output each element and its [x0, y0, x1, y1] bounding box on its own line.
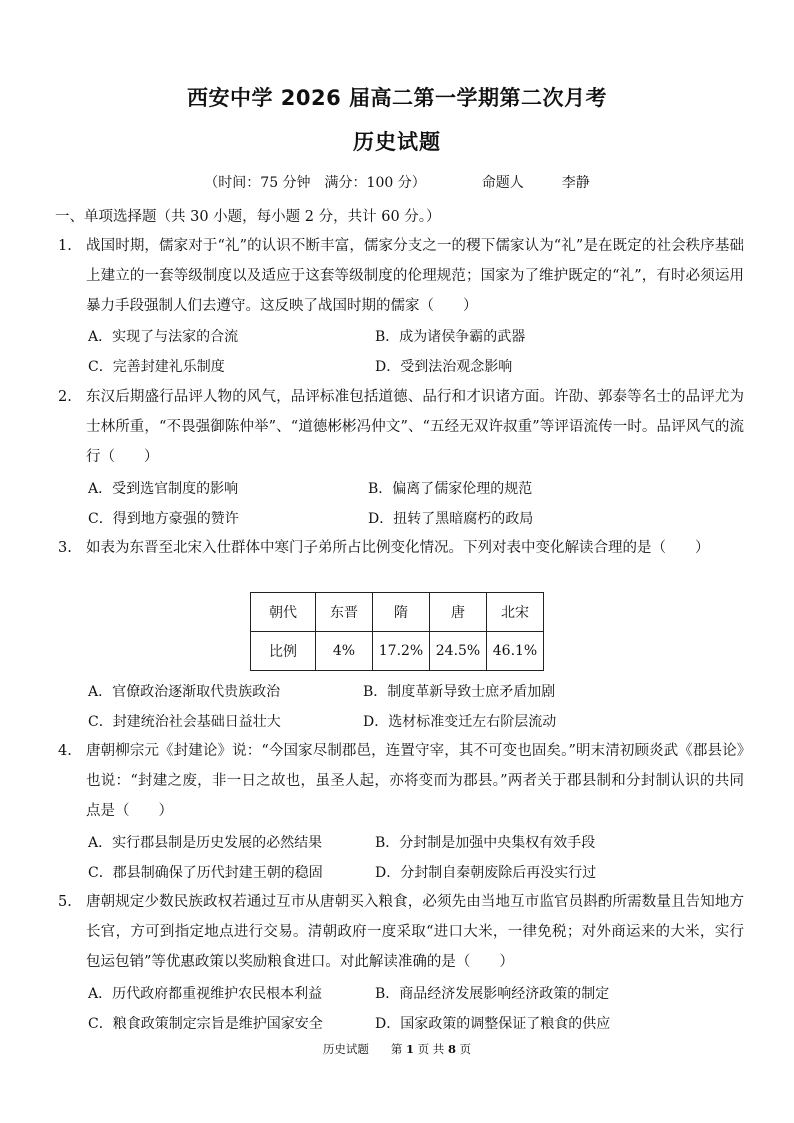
footer-total-pages: 8 [447, 1042, 456, 1056]
option-b[interactable]: B．偏离了儒家伦理的规范 [368, 481, 533, 497]
question-1 [58, 231, 744, 321]
table-header-cell: 隋 [373, 593, 430, 632]
exam-meta [0, 172, 794, 192]
table-cell: 17.2% [373, 632, 430, 671]
footer-page-mid: 页 [417, 1042, 430, 1056]
table-cell: 24.5% [430, 632, 487, 671]
table-row [251, 632, 544, 671]
option-a[interactable]: A．受到选官制度的影响 [88, 481, 239, 497]
option-b[interactable]: B．分封制是加强中央集权有效手段 [375, 835, 596, 851]
footer-page-prefix: 第 [390, 1042, 403, 1056]
option-d[interactable]: D．选材标准变迁左右阶层流动 [363, 714, 557, 730]
question-number: 2. [58, 389, 72, 405]
option-c[interactable]: C．粮食政策制定宗旨是维护国家安全 [88, 1016, 323, 1032]
option-b[interactable]: B．商品经济发展影响经济政策的制定 [375, 986, 610, 1002]
option-b[interactable]: B．成为诸侯争霸的武器 [375, 329, 526, 345]
exam-time-info: （时间：75 分钟 满分：100 分） [204, 175, 426, 191]
question-stem: 如表为东晋至北宋入仕群体中寒门子弟所占比例变化情况。下列对表中变化解读合理的是（ ） [86, 540, 710, 556]
option-c[interactable]: C．得到地方豪强的赞许 [88, 511, 239, 527]
question-2 [58, 382, 744, 472]
footer-subject: 历史试题 [322, 1042, 369, 1056]
exam-subject-title: 历史试题 [353, 130, 441, 154]
footer-total-suffix: 页 [459, 1042, 472, 1056]
footer-total-prefix: 共 [432, 1042, 445, 1056]
question-number: 5. [58, 894, 72, 910]
exam-title: 西安中学 2026 届高二第一学期第二次月考 [186, 86, 608, 110]
author-label: 命题人 [481, 175, 524, 191]
question-5 [58, 887, 744, 977]
option-a[interactable]: A．实行郡县制是历史发展的必然结果 [88, 835, 323, 851]
option-d[interactable]: D．受到法治观念影响 [375, 359, 513, 375]
option-d[interactable]: D．扭转了黑暗腐朽的政局 [368, 511, 534, 527]
table-cell: 4% [316, 632, 373, 671]
question-number: 4. [58, 743, 72, 759]
option-c[interactable]: C．封建统治社会基础日益壮大 [88, 714, 281, 730]
option-a[interactable]: A．官僚政治逐渐取代贵族政治 [88, 684, 281, 700]
question-stem: 东汉后期盛行品评人物的风气，品评标准包括道德、品行和才识诸方面。许劭、郭泰等名士的品评尤为士林所重，“不畏强御陈仲举”、“道德彬彬冯仲文”、“五经无双许叔重”等评语流传一时。品评风气的流行（ ） [86, 389, 744, 465]
section-heading: 一、单项选择题（共 30 小题，每小题 2 分，共计 60 分。） [55, 209, 441, 225]
question-stem: 唐朝规定少数民族政权若通过互市从唐朝买入粮食，必须先由当地互市监官员斟酌所需数量且告知地方长官，方可到指定地点进行交易。清朝政府一度采取“进口大米，一律免税；对外商运来的大米，实行包运包销”等优惠政策以奖励粮食进口。对此解读准确的是（ ） [86, 894, 744, 970]
ratio-table [250, 592, 544, 671]
question-number: 1. [58, 238, 72, 254]
option-a[interactable]: A．实现了与法家的合流 [88, 329, 239, 345]
option-c[interactable]: C．郡县制确保了历代封建王朝的稳固 [88, 865, 323, 881]
option-d[interactable]: D．分封制自秦朝废除后再没实行过 [375, 865, 597, 881]
question-stem: 战国时期，儒家对于“礼”的认识不断丰富，儒家分支之一的稷下儒家认为“礼”是在既定的社会秩序基础上建立的一套等级制度以及适应于这套等级制度的伦理规范；国家为了维护既定的“礼”，有时必须运用暴力手段强制人们去遵守。这反映了战国时期的儒家（ ） [86, 238, 744, 314]
table-header-cell: 唐 [430, 593, 487, 632]
table-cell: 46.1% [487, 632, 544, 671]
option-c[interactable]: C．完善封建礼乐制度 [88, 359, 225, 375]
page-footer [0, 1041, 794, 1057]
question-4 [58, 736, 744, 826]
table-header-cell: 朝代 [251, 593, 316, 632]
question-3 [58, 533, 744, 563]
option-a[interactable]: A．历代政府都重视维护农民根本利益 [88, 986, 323, 1002]
table-header-row [251, 593, 544, 632]
footer-page-number: 1 [405, 1042, 414, 1056]
question-stem: 唐朝柳宗元《封建论》说：“今国家尽制郡邑，连置守宰，其不可变也固矣。”明末清初顾炎武《郡县论》也说：“封建之废，非一日之故也，虽圣人起，亦将变而为郡县。”两者关于郡县制和分封制认识的共同点是（ ） [86, 743, 744, 819]
question-number: 3. [58, 540, 72, 556]
option-d[interactable]: D．国家政策的调整保证了粮食的供应 [375, 1016, 611, 1032]
table-header-cell: 北宋 [487, 593, 544, 632]
option-b[interactable]: B．制度革新导致士庶矛盾加剧 [363, 684, 556, 700]
author-name: 李静 [561, 175, 590, 191]
table-header-cell: 东晋 [316, 593, 373, 632]
table-row-label: 比例 [251, 632, 316, 671]
